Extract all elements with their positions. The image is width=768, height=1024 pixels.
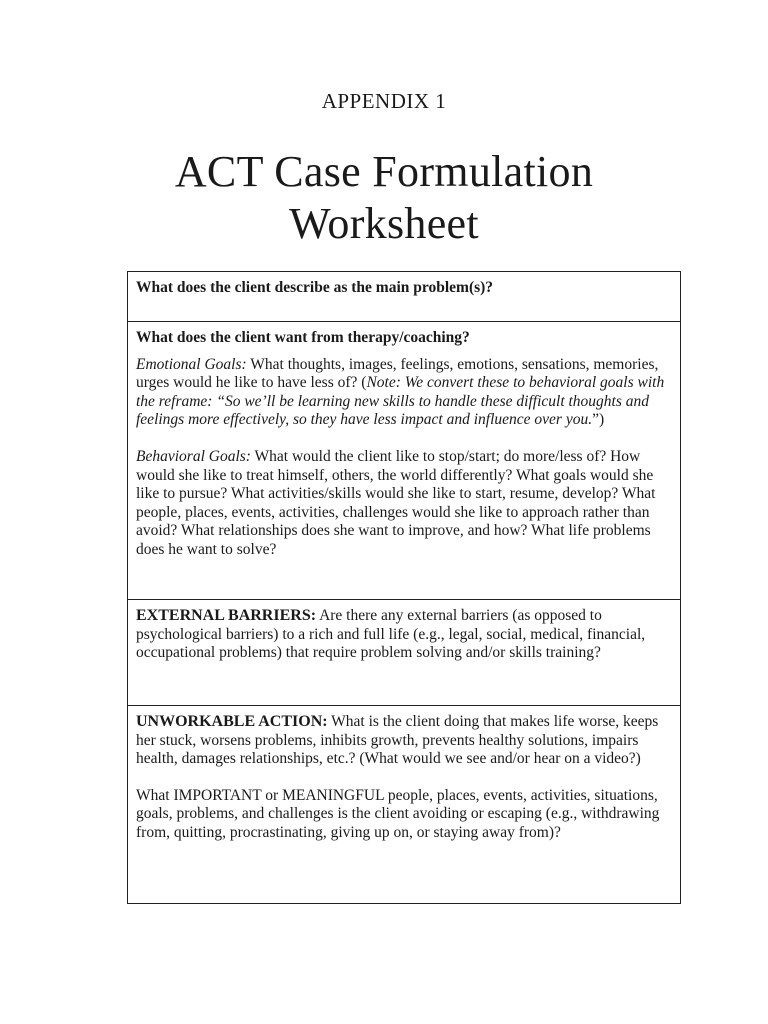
page-title [0, 146, 768, 250]
external-barriers-paragraph [136, 607, 672, 663]
behavioral-goals-label: Behavioral Goals: [136, 447, 251, 465]
title-line-2: Worksheet [289, 199, 479, 248]
appendix-heading: APPENDIX 1 [321, 89, 447, 113]
avoidance-paragraph: What IMPORTANT or MEANINGFUL people, places, events, activities, situations, goals, problems, and challenges is the client avoiding or escaping (e.g., withdrawing from, quitting, procrastinating, giving up on, or staying away from)? [136, 786, 660, 841]
unworkable-action-lead: UNWORKABLE ACTION: [136, 713, 328, 730]
emotional-goals-note: Note: We convert these to behavioral goals with the reframe: “So we’ll be learning new skills to handle these difficult thoughts and feelings more effectively, so they have less impact and influence over you. [136, 374, 665, 429]
emotional-goals-end: ”) [592, 411, 605, 429]
emotional-goals-label: Emotional Goals: [136, 355, 247, 373]
external-barriers-text: Are there any external barriers (as opposed to psychological barriers) to a rich and full life (e.g., legal, social, medical, financial, occupational problems) that require problem solving and/or skills training? [136, 607, 646, 662]
title-line-1: ACT Case Formulation [174, 147, 594, 196]
emotional-goals-paragraph [136, 356, 672, 430]
unworkable-action-paragraph [136, 713, 672, 769]
behavioral-goals-text: What would the client like to stop/start; do more/less of? How would she like to treat himself, others, the world differently? What goals would she like to pursue? What activities/skills would she like to start, resume, develop? What people, places, events, activities, challenges would she like to approach rather than avoid? What relationships does she want to improve, and how? What life problems does he want to solve? [136, 447, 656, 558]
external-barriers-lead: EXTERNAL BARRIERS: [136, 607, 317, 624]
behavioral-goals-paragraph [136, 448, 672, 560]
row-unworkable-action[interactable] [128, 706, 680, 903]
row-main-problem[interactable] [128, 272, 680, 322]
row-therapy-wants[interactable] [128, 322, 680, 600]
row-external-barriers[interactable] [128, 600, 680, 706]
unworkable-action-text: What is the client doing that makes life worse, keeps her stuck, worsens problems, inhibits growth, prevents healthy solutions, impairs health, damages relationships, etc.? (What would we see and/or hear on a video?) [136, 713, 659, 768]
therapy-wants-question: What does the client want from therapy/coaching? [136, 329, 470, 346]
main-problem-question: What does the client describe as the main problem(s)? [136, 279, 494, 296]
worksheet-table [127, 271, 681, 904]
emotional-goals-text: What thoughts, images, feelings, emotions, sensations, memories, urges would he like to have less of? ( [136, 355, 659, 392]
